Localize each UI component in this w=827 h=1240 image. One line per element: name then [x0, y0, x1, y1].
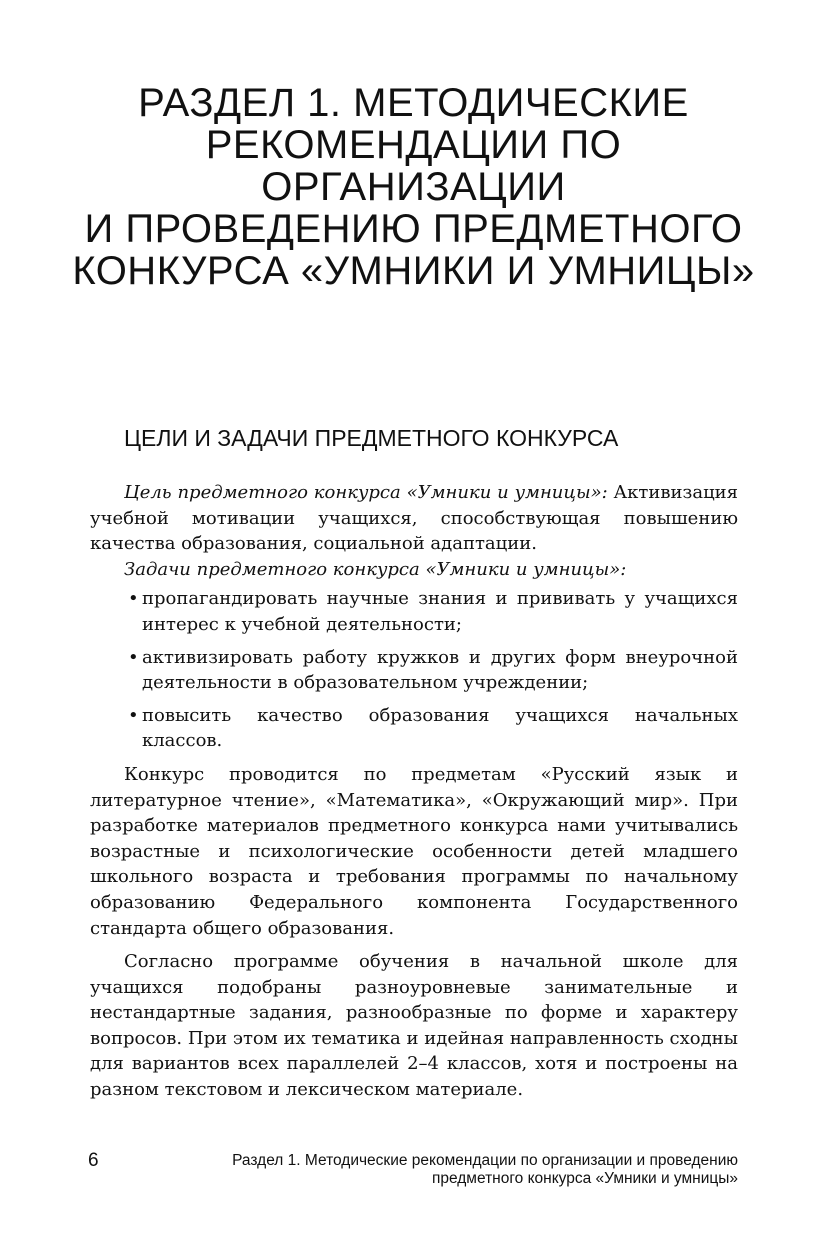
- section-heading: ЦЕЛИ И ЗАДАЧИ ПРЕДМЕТНОГО КОНКУРСА: [124, 425, 619, 451]
- running-title: [178, 1152, 738, 1188]
- chapter-title-line: КОНКУРСА «УМНИКИ И УМНИЦЫ»: [72, 249, 755, 293]
- paragraph-program: Согласно программе обучения в начальной школе для учащихся подобраны разноуровневые занимательные и нестандартные задания, разнообразные по форме и характеру вопросов. При этом их тематика и идейная направленность сходны для вариантов всех параллелей 2–4 классов, хотя и построены на разном текстовом и лексическом материале.: [90, 951, 738, 1101]
- goal-text: Активизация учебной мотивации учащихся, способствующая повышению качества образования, социальной адаптации.: [90, 482, 738, 555]
- bullet-icon: •: [128, 588, 139, 610]
- bullet-icon: •: [128, 704, 139, 726]
- page-number: 6: [88, 1150, 99, 1171]
- list-item: [90, 586, 738, 637]
- paragraph-subjects: Конкурс проводится по предметам «Русский язык и литературное чтение», «Математика», «Окружающий мир». При разработке материалов предметного конкурса нами учитывались возрастные и психологические особенности детей младшего школьного возраста и требования программы по начальному образованию Федерального компонента Государственного стандарта общего образования.: [90, 763, 738, 939]
- list-item-text: активизировать работу кружков и других форм внеурочной деятельности в образовательном учреждении;: [142, 646, 738, 694]
- chapter-title-line: РАЗДЕЛ 1. МЕТОДИЧЕСКИЕ: [138, 81, 689, 125]
- chapter-title: [60, 82, 767, 292]
- list-item: [90, 645, 738, 696]
- goal-label: Цель предметного конкурса «Умники и умницы»:: [124, 482, 608, 503]
- list-item: [90, 703, 738, 754]
- tasks-list: [90, 586, 738, 754]
- body-text: [90, 480, 738, 1103]
- running-title-line: Раздел 1. Методические рекомендации по организации и проведению: [232, 1152, 738, 1169]
- bullet-icon: •: [128, 646, 139, 668]
- goal-paragraph: [90, 480, 738, 557]
- list-item-text: повысить качество образования учащихся начальных классов.: [142, 704, 738, 752]
- list-item-text: пропагандировать научные знания и прививать у учащихся интерес к учебной деятельности;: [142, 588, 738, 635]
- tasks-label: Задачи предметного конкурса «Умники и умницы»:: [124, 558, 627, 580]
- chapter-title-line: РЕКОМЕНДАЦИИ ПО ОРГАНИЗАЦИИ: [205, 123, 622, 209]
- running-title-line: предметного конкурса «Умники и умницы»: [431, 1170, 738, 1187]
- chapter-title-line: И ПРОВЕДЕНИЮ ПРЕДМЕТНОГО: [84, 207, 743, 251]
